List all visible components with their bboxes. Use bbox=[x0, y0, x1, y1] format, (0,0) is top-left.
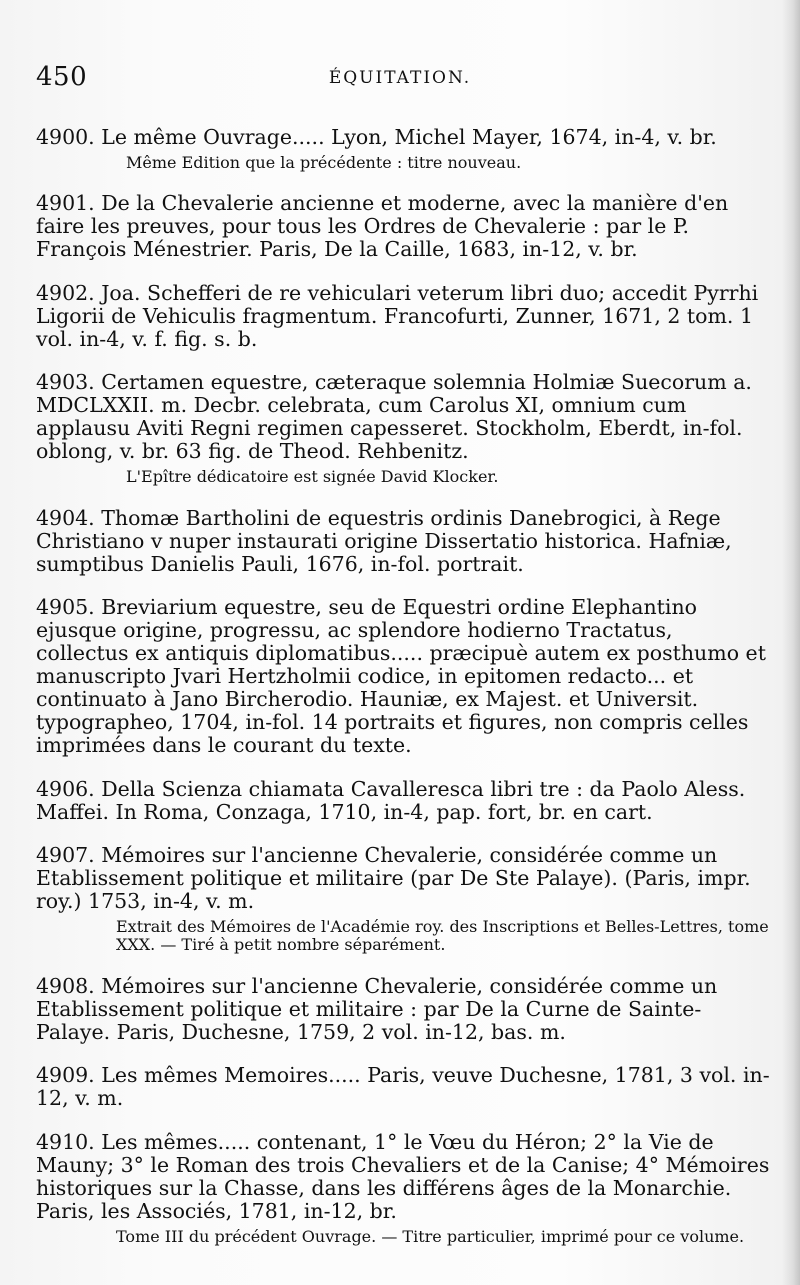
catalog-entry bbox=[36, 507, 770, 576]
entry-text: Mémoires sur l'ancienne Chevalerie, considérée comme un Etablissement politique et militaire : par De la Curne de Sainte-Palaye. Paris, Duchesne, 1759, 2 vol. in-12, bas. m. bbox=[36, 973, 718, 1044]
catalog-entry bbox=[36, 844, 770, 913]
entry-text: Joa. Schefferi de re vehiculari veterum libri duo; accedit Pyrrhi Ligorii de Vehiculis fragmentum. Francofurti, Zunner, 1671, 2 tom. 1 vol. in-4, v. f. fig. s. b. bbox=[36, 280, 759, 351]
entry-number: 4906. bbox=[36, 776, 95, 801]
entry-number: 4904. bbox=[36, 505, 95, 530]
entry-note: L'Epître dédicatoire est signée David Klocker. bbox=[126, 467, 499, 486]
page-spine-shadow bbox=[782, 0, 800, 1285]
entry-number: 4903. bbox=[36, 370, 95, 394]
catalog-entries bbox=[36, 105, 770, 1251]
page-number: 450 bbox=[36, 62, 88, 92]
catalog-entry bbox=[36, 596, 770, 757]
page-header bbox=[36, 62, 764, 98]
catalog-entry bbox=[36, 1064, 770, 1110]
entry-text: Certamen equestre, cæteraque solemnia Holmiæ Suecorum a. MDCLXXII. m. Decbr. celebrata, cum Carolus XI, omnium cum applausu Aviti Regni regimen capesseret. Stockholm, Eberdt, in-fol. oblong, v. br. 63 fig. de Theod. Rehbenitz. bbox=[36, 370, 752, 463]
entry-number: 4909. bbox=[36, 1063, 95, 1087]
entry-number: 4905. bbox=[36, 595, 95, 619]
entry-text: Breviarium equestre, seu de Equestri ordine Elephantino ejusque origine, progressu, ac splendore hodierno Tractatus, collectus ex antiquis diplomatibus..... præcipuè autem ex posthumo et manuscripto Jvari Hertzholmii codice, in epitomen redacto... et continuato à Jano Bircherodio. Hauniæ, ex Majest. et Universit. typographeo, 1704, in-fol. 14 portraits et figures, non compris celles imprimées dans le courant du texte. bbox=[36, 595, 766, 757]
catalog-entry bbox=[36, 282, 770, 351]
entry-text: Les mêmes Memoires..... Paris, veuve Duchesne, 1781, 3 vol. in-12, v. m. bbox=[36, 1063, 770, 1110]
entry-text: Thomæ Bartholini de equestris ordinis Danebrogici, à Rege Christiano v nuper instaurati origine Dissertatio historica. Hafniæ, sumptibus Danielis Pauli, 1676, in-fol. portrait. bbox=[36, 505, 732, 576]
catalog-entry bbox=[36, 1131, 770, 1223]
entry-number: 4900. bbox=[36, 124, 95, 149]
entry-number: 4902. bbox=[36, 280, 95, 305]
catalog-entry bbox=[36, 371, 770, 463]
entry-note: Tome III du précédent Ouvrage. — Titre particulier, imprimé pour ce volume. bbox=[116, 1226, 745, 1246]
entry-text: Mémoires sur l'ancienne Chevalerie, considérée comme un Etablissement politique et militaire (par De Ste Palaye). (Paris, impr. roy.) 1753, in-4, v. m. bbox=[36, 843, 751, 913]
entry-note: Même Edition que la précédente : titre nouveau. bbox=[126, 152, 522, 172]
entry-text: Les mêmes..... contenant, 1° le Vœu du Héron; 2° la Vie de Mauny; 3° le Roman des trois Chevaliers et de la Canise; 4° Mémoires historiques sur la Chasse, dans les différens âges de la Monarchie. Paris, les Associés, 1781, in-12, br. bbox=[36, 1129, 770, 1223]
catalog-entry bbox=[36, 192, 770, 261]
catalog-entry bbox=[36, 778, 770, 824]
entry-number: 4908. bbox=[36, 973, 95, 998]
catalog-entry bbox=[36, 126, 770, 149]
entry-text: Le même Ouvrage..... Lyon, Michel Mayer, 1674, in-4, v. br. bbox=[101, 124, 717, 149]
entry-number: 4910. bbox=[36, 1129, 95, 1154]
entry-number: 4901. bbox=[36, 191, 95, 215]
entry-text: Della Scienza chiamata Cavalleresca libri tre : da Paolo Aless. Maffei. In Roma, Conzaga, 1710, in-4, pap. fort, br. en cart. bbox=[36, 776, 746, 824]
entry-note: Extrait des Mémoires de l'Académie roy. des Inscriptions et Belles-Lettres, tome XXX. — Tiré à petit nombre séparément. bbox=[116, 917, 769, 954]
entry-text: De la Chevalerie ancienne et moderne, avec la manière d'en faire les preuves, pour tous les Ordres de Chevalerie : par le P. François Ménestrier. Paris, De la Caille, 1683, in-12, v. br. bbox=[36, 191, 729, 261]
running-title: ÉQUITATION. bbox=[328, 68, 472, 88]
entry-number: 4907. bbox=[36, 843, 95, 867]
catalog-entry bbox=[36, 975, 770, 1044]
